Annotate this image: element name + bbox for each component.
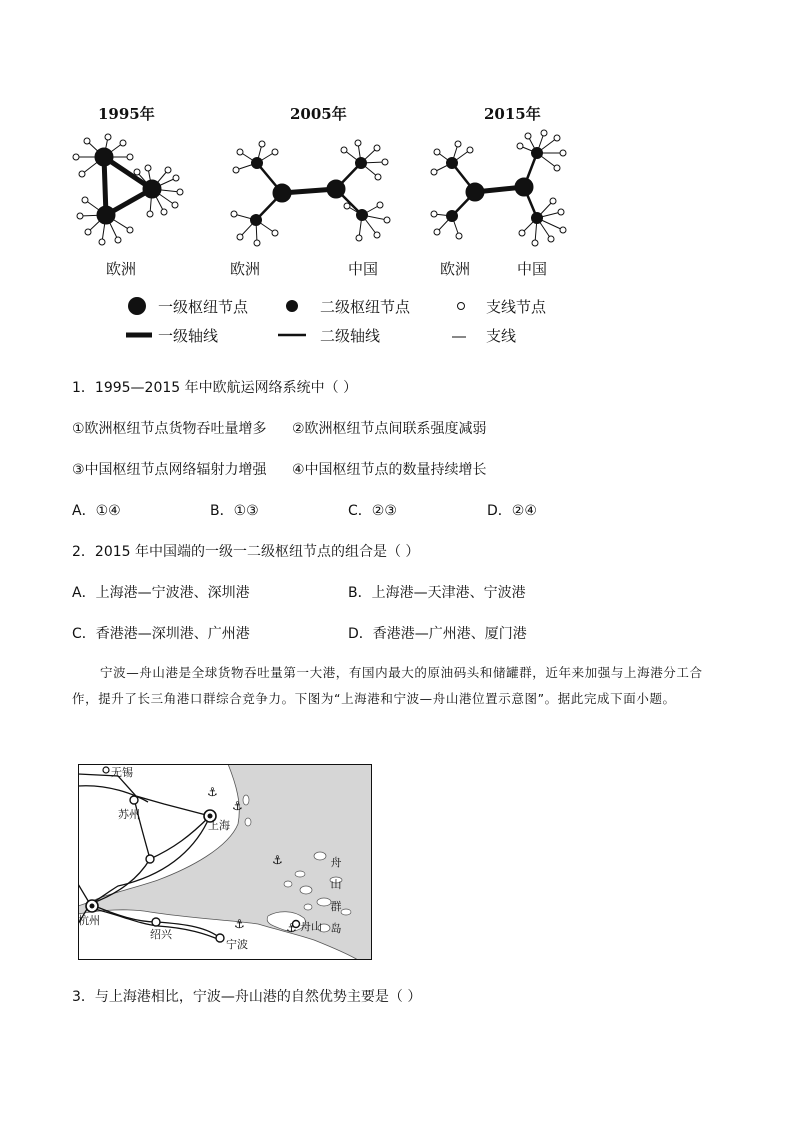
q2-option-c[interactable]: C．香港港—深圳港、广州港 <box>72 626 250 642</box>
q2-option-a[interactable]: A．上海港—宁波港、深圳港 <box>72 585 250 601</box>
q2-option-b[interactable]: B．上海港—天津港、宁波港 <box>348 585 526 601</box>
city-shaoxing-marker <box>152 918 160 926</box>
q1-option-b[interactable]: B．①③ <box>210 503 259 519</box>
city-suzhou-marker <box>130 796 138 804</box>
q1-stem: 1．1995—2015 年中欧航运网络系统中（ ） <box>72 380 358 396</box>
legend-hub1-label: 一级枢纽节点 <box>158 298 249 316</box>
year-1995: 1995年 <box>98 105 155 123</box>
legend-branch-node-label: 支线节点 <box>486 298 547 316</box>
map-label-wuxi: 无锡 <box>111 766 133 779</box>
q2-stem: 2．2015 年中国端的一级一二级枢纽节点的组合是（ ） <box>72 544 420 560</box>
map-label-suzhou: 苏州 <box>118 808 140 821</box>
legend-hub1-symbol <box>128 297 146 315</box>
map-label-shanghai: 上海 <box>208 819 230 832</box>
legend-axis2-label: 二级轴线 <box>320 327 381 345</box>
label-europe-2015: 欧洲 <box>440 260 471 278</box>
map-label-zhoushan: 舟山 <box>300 920 322 933</box>
label-europe-1995: 欧洲 <box>106 260 137 278</box>
q1-option-c[interactable]: C．②③ <box>348 503 397 519</box>
q1-statement-1: ①欧洲枢纽节点货物吞吐量增多 <box>72 421 267 437</box>
passage <box>72 660 724 712</box>
q1-statement-2: ②欧洲枢纽节点间联系强度减弱 <box>292 421 487 437</box>
label-europe-2005: 欧洲 <box>230 260 261 278</box>
port-location-map <box>78 764 372 960</box>
q1-option-a[interactable]: A．①④ <box>72 503 121 519</box>
passage-text: 宁波—舟山港是全球货物吞吐量第一大港，有国内最大的原油码头和储罐群，近年来加强与上海港分工合作，提升了长三角港口群综合竞争力。下图为“上海港和宁波—舟山港位置示意图”。据此完成下面小题。 <box>72 665 703 706</box>
year-2005: 2005年 <box>290 105 347 123</box>
diagram-1995 <box>73 134 183 245</box>
legend-branch-line-label: 支线 <box>486 327 517 345</box>
label-china-2005: 中国 <box>348 260 379 278</box>
year-2015: 2015年 <box>484 105 541 123</box>
network-diagrams <box>60 128 580 258</box>
diagram-2005 <box>231 140 390 246</box>
q2-option-d[interactable]: D．香港港—广州港、厦门港 <box>348 626 527 642</box>
label-china-2015: 中国 <box>517 260 548 278</box>
map-label-zhoushan-islands: 舟 山 群 岛 <box>330 856 342 935</box>
legend-hub2-symbol <box>286 300 298 312</box>
map-label-shaoxing: 绍兴 <box>150 928 172 941</box>
anchor-icon: ⚓ <box>286 921 297 935</box>
q1-statement-3: ③中国枢纽节点网络辐射力增强 <box>72 462 267 478</box>
q1-statement-4: ④中国枢纽节点的数量持续增长 <box>292 462 487 478</box>
q1-option-d[interactable]: D．②④ <box>487 503 537 519</box>
anchor-icon: ⚓ <box>272 853 283 867</box>
legend-branch-node-symbol <box>458 303 465 310</box>
anchor-icon: ⚓ <box>207 785 218 799</box>
map-label-ningbo: 宁波 <box>226 938 248 951</box>
anchor-icon: ⚓ <box>232 799 243 813</box>
anchor-icon: ⚓ <box>234 917 245 931</box>
map-label-hangzhou: 杭州 <box>78 914 100 927</box>
diagram-2015 <box>431 130 566 246</box>
legend-axis1-label: 一级轴线 <box>158 327 219 345</box>
city-wuxi-marker <box>103 767 109 773</box>
city-ningbo-marker <box>216 934 224 942</box>
city-mid-marker <box>146 855 154 863</box>
q3-stem: 3．与上海港相比，宁波—舟山港的自然优势主要是（ ） <box>72 989 422 1005</box>
legend-hub2-label: 二级枢纽节点 <box>320 298 411 316</box>
